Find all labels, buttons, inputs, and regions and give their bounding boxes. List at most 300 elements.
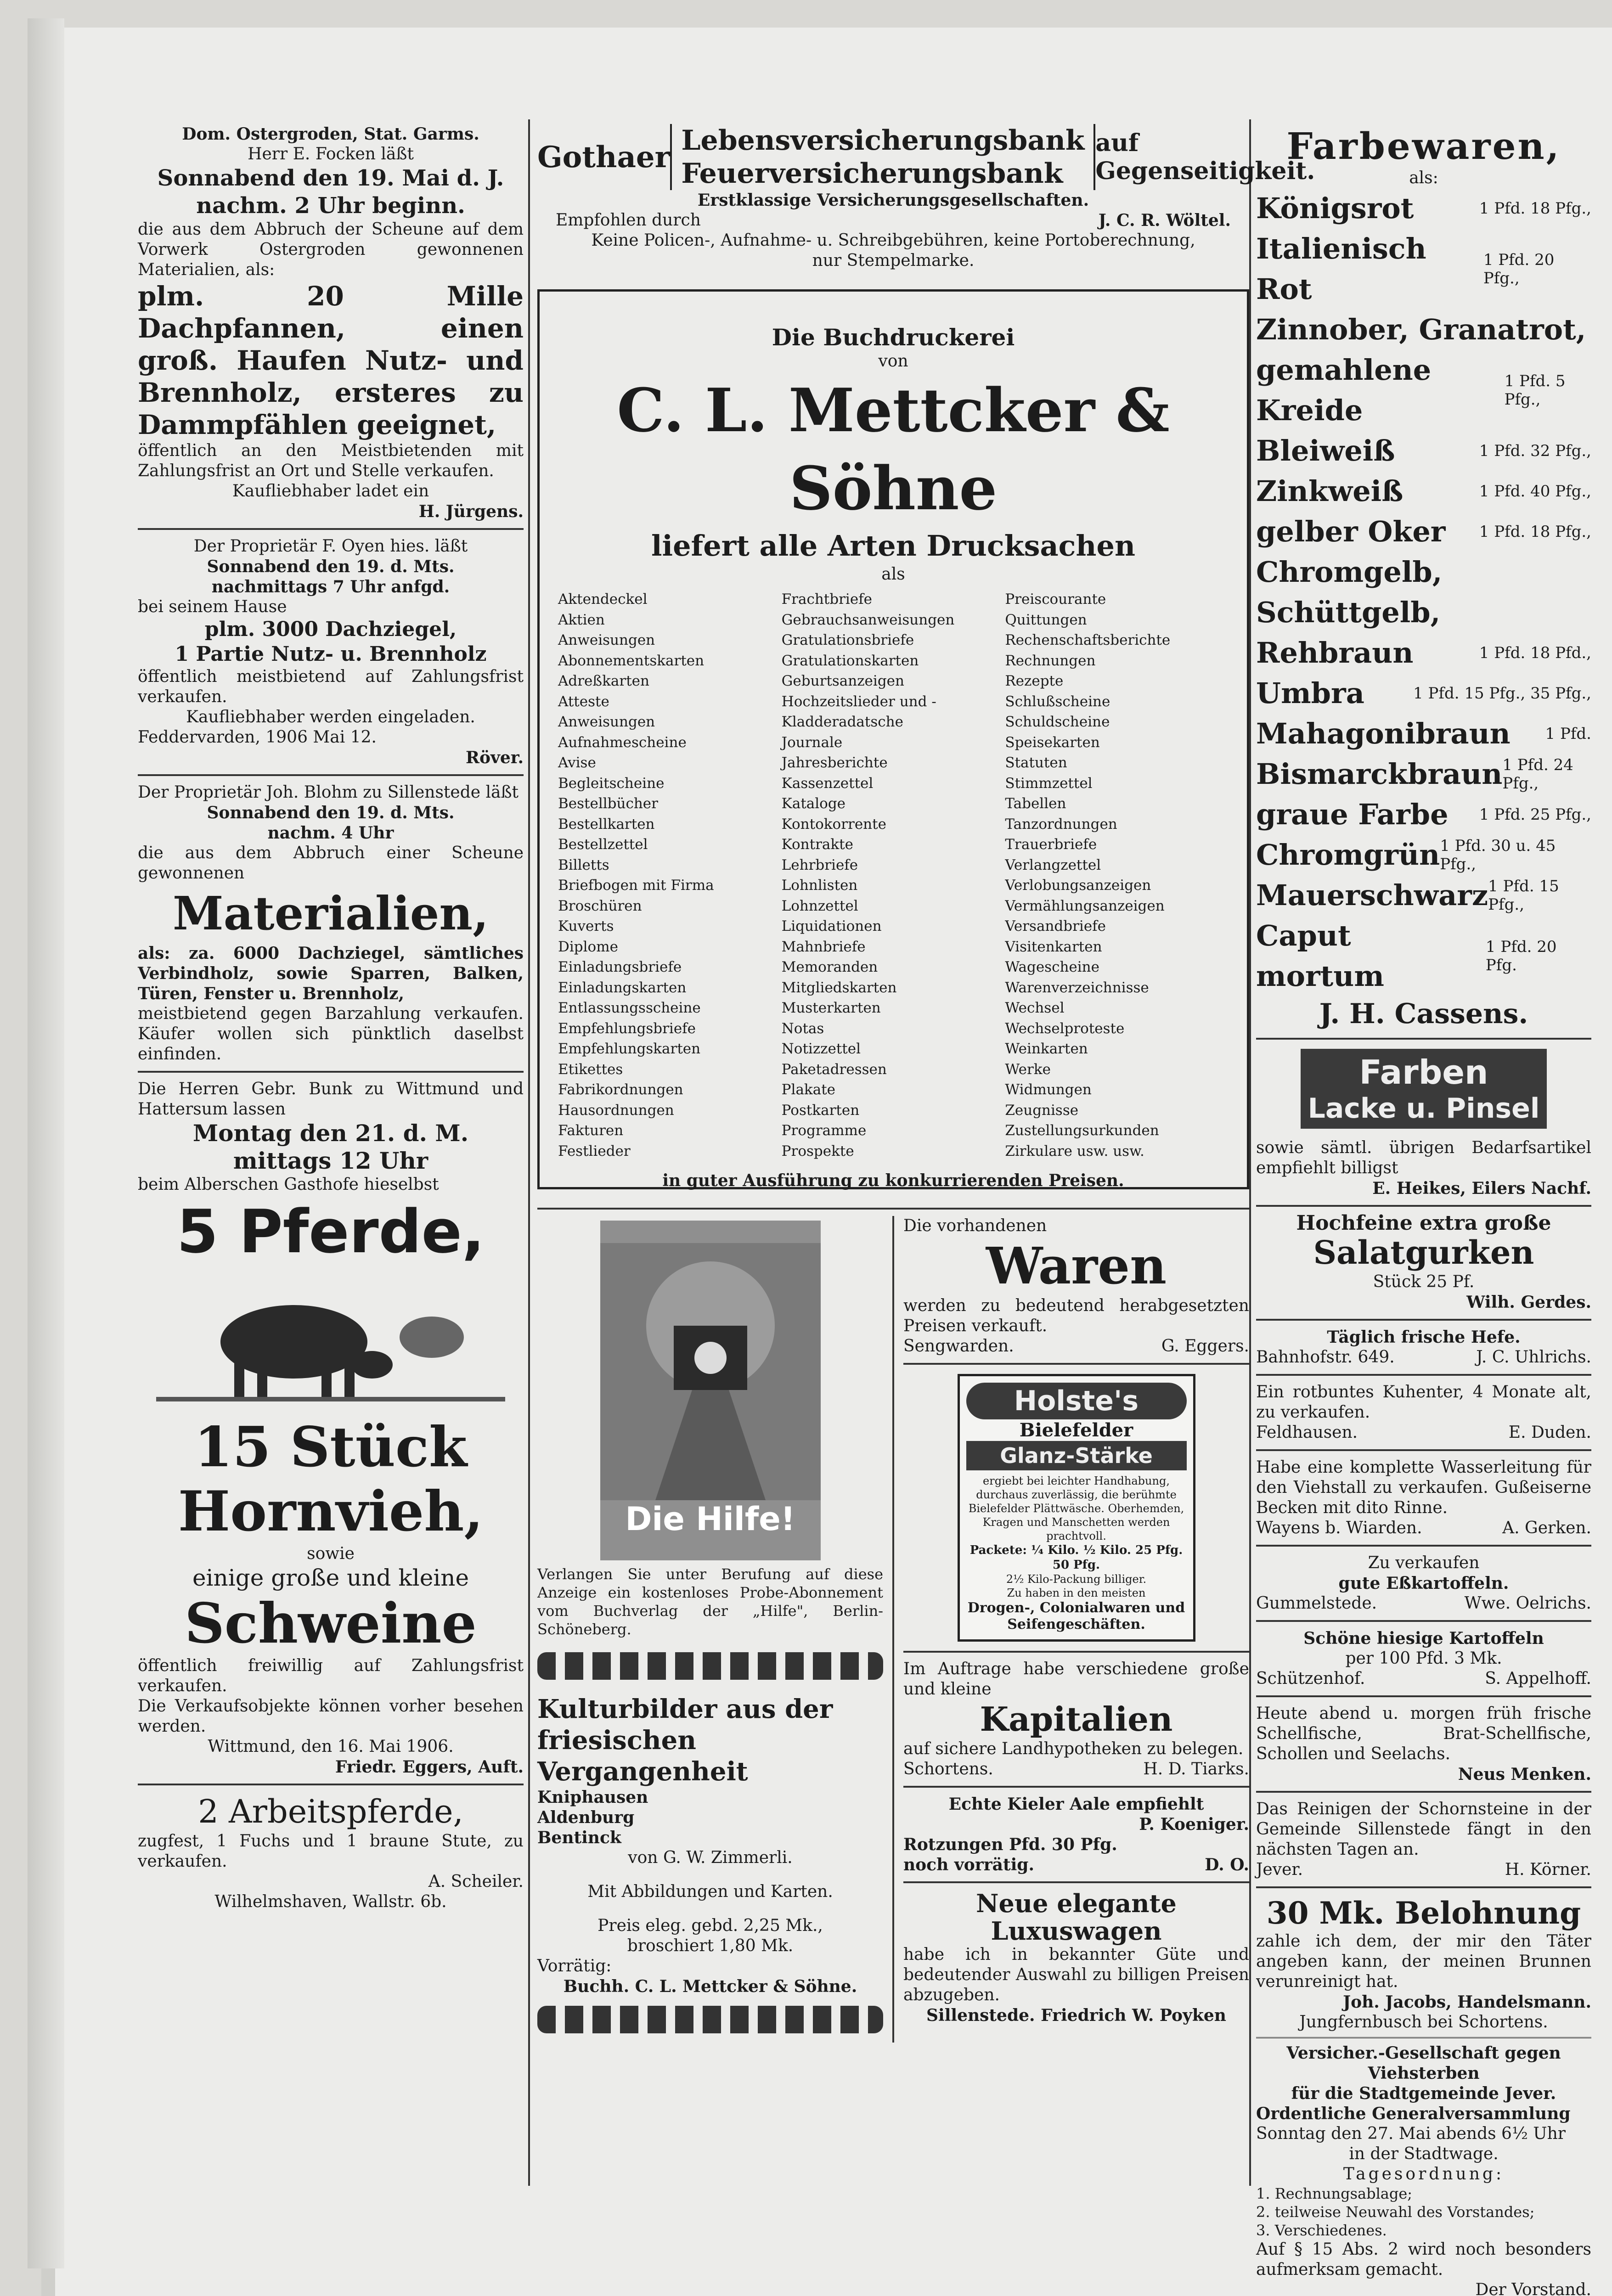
- product-list-item: Aktien: [558, 611, 605, 628]
- product-list-item: Rezepte: [1005, 673, 1064, 689]
- ad-signature: E. Duden.: [1508, 1423, 1591, 1442]
- divider: [537, 1208, 1249, 1210]
- divider: [1256, 1038, 1591, 1040]
- ad-signature: Neus Menken.: [1458, 1765, 1591, 1784]
- color-price-row: [1256, 714, 1591, 754]
- ad-subcolumn: [903, 1216, 1249, 2043]
- ad-place: Bahnhofstr. 649.: [1256, 1348, 1395, 1367]
- ad-signature: Buchh. C. L. Mettcker & Söhne.: [563, 1977, 857, 1996]
- ad-heading: Farben: [1359, 1053, 1488, 1092]
- ad-text: Die Herren Gebr. Bunk zu Wittmund und Hattersum lassen: [138, 1080, 524, 1119]
- ad-signature: J. C. Uhlrichs.: [1476, 1348, 1591, 1367]
- ad-signature: H. Jürgens.: [418, 502, 524, 521]
- ad-signature: Wwe. Oelrichs.: [1464, 1594, 1591, 1613]
- product-list-item: Trauerbriefe: [1005, 836, 1097, 853]
- product-list-item: Programme: [781, 1122, 867, 1139]
- ad-text: einige große und kleine: [192, 1564, 469, 1591]
- ad-place: Schützenhof.: [1256, 1669, 1365, 1688]
- product-list-item: Verlangzettel: [1005, 856, 1101, 873]
- ad-heading: Glanz-Stärke: [966, 1441, 1187, 1470]
- product-list-item: Avise: [558, 754, 596, 771]
- ad-date: Sonnabend den 19. d. Mts.: [207, 557, 455, 576]
- ad-signature: P. Koeniger.: [1139, 1815, 1249, 1834]
- ad-text: Drogen-, Colonialwaren und Seifengeschäften.: [967, 1600, 1185, 1632]
- ad-text: broschiert 1,80 Mk.: [627, 1936, 794, 1955]
- ad-text: 2. teilweise Neuwahl des Vorstandes;: [1256, 2203, 1535, 2221]
- ad-text: Kaufliebhaber ladet ein: [232, 482, 429, 501]
- ad-place: Wayens b. Wiarden.: [1256, 1519, 1422, 1537]
- product-list-item: Lehrbriefe: [781, 856, 858, 873]
- ad-signature: S. Appelhoff.: [1485, 1669, 1591, 1688]
- color-name: graue Farbe: [1256, 798, 1449, 831]
- ad-text: Packete: ¼ Kilo. ½ Kilo. 25 Pfg. 50 Pfg.: [969, 1543, 1183, 1572]
- color-price-row: [1256, 673, 1591, 714]
- ornament-border: [537, 2006, 883, 2033]
- ad-heading: auf Gegenseitigkeit.: [1095, 129, 1315, 185]
- color-name: Zinnober, Granatrot,: [1256, 313, 1586, 346]
- color-name: Chromgelb, Schüttgelb,: [1256, 555, 1443, 629]
- ad-place: Sengwarden.: [903, 1337, 1014, 1356]
- ad-text: Kaufliebhaber werden eingeladen.: [186, 708, 475, 726]
- color-name: Mauerschwarz: [1256, 878, 1488, 912]
- product-list-item: Tanzordnungen: [1005, 816, 1117, 833]
- ad-text: Ein rotbuntes Kuhenter, 4 Monate alt, zu verkaufen.: [1256, 1383, 1591, 1422]
- ad-text: zugfest, 1 Fuchs und 1 braune Stute, zu verkaufen.: [138, 1832, 524, 1871]
- ad-text: von G. W. Zimmerli.: [628, 1848, 793, 1867]
- product-list-item: Frachtbriefe: [781, 591, 873, 608]
- ornament-border: [537, 1652, 883, 1680]
- ad-text: Zu verkaufen: [1368, 1553, 1480, 1572]
- product-list-item: Zustellungsurkunden: [1005, 1122, 1159, 1139]
- ad-time: mittags 12 Uhr: [233, 1147, 428, 1174]
- product-list-item: Versandbriefe: [1005, 918, 1106, 934]
- ad-text: Preis eleg. gebd. 2,25 Mk.,: [597, 1916, 823, 1935]
- ad-signature: E. Heikes, Eilers Nachf.: [1372, 1179, 1591, 1198]
- product-list-item: Speisekarten: [1005, 734, 1100, 751]
- ad-big-text: 2 Arbeitspferde,: [198, 1793, 463, 1830]
- ad-text: Habe eine komplette Wasserleitung für den Viehstall zu verkaufen. Gußeiserne Becken mit dito Rinne.: [1256, 1458, 1591, 1517]
- color-price-row: [1256, 471, 1591, 512]
- ad-big-text: 30 Mk. Belohnung: [1266, 1895, 1581, 1931]
- color-price: 1 Pfd. 40 Pfg.,: [1479, 482, 1591, 501]
- ad-heading: Neue elegante Luxuswagen: [976, 1889, 1177, 1946]
- ad-signature: D. O.: [1205, 1855, 1249, 1874]
- ad-text: werden zu bedeutend herabgesetzten Preisen verkauft.: [903, 1296, 1249, 1335]
- ad-text: Die Verkaufsobjekte können vorher besehen werden.: [138, 1697, 524, 1736]
- product-list-item: Schlußscheine: [1005, 693, 1110, 710]
- ad-text: bei seinem Hause: [138, 597, 287, 616]
- color-price-row: [1256, 431, 1591, 471]
- ad-text: als:: [1409, 169, 1438, 187]
- color-name: Bismarckbraun: [1256, 757, 1503, 791]
- color-price-row: [1256, 188, 1591, 229]
- divider: [1256, 1545, 1591, 1547]
- divider: [903, 1363, 1249, 1365]
- ad-big-text: Kapitalien: [980, 1699, 1173, 1739]
- divider: [1256, 1620, 1591, 1622]
- color-name: Zinkweiß: [1256, 474, 1403, 508]
- divider: [903, 1651, 1249, 1653]
- product-list-item: Prospekte: [781, 1142, 854, 1159]
- column-rule: [528, 119, 530, 2186]
- ad-text: Der Proprietär F. Oyen hies. läßt: [193, 537, 468, 556]
- product-list-item: Wechselproteste: [1005, 1020, 1125, 1037]
- product-list-item: Anweisungen: [558, 714, 655, 730]
- ad-heading: Farbewaren,: [1286, 124, 1561, 168]
- ad-text: Bentinck: [537, 1828, 621, 1847]
- product-list-item: Fakturen: [558, 1122, 624, 1139]
- ad-text: zahle ich dem, der mir den Täter angeben kann, der meinen Brunnen verunreinigt hat.: [1256, 1932, 1591, 1991]
- ad-date: Sonnabend den 19. Mai d. J.: [157, 165, 504, 191]
- divider: [138, 1784, 524, 1785]
- color-price-row: [1256, 835, 1591, 875]
- color-price-row: [1256, 794, 1591, 835]
- product-list-item: Rechnungen: [1005, 652, 1096, 669]
- ad-text: Tagesordnung:: [1343, 2165, 1505, 2183]
- divider: [1256, 1695, 1591, 1697]
- ad-text: Empfohlen durch: [556, 211, 701, 230]
- product-list-item: Widmungen: [1005, 1081, 1092, 1098]
- color-price-row: [1256, 229, 1591, 310]
- ad-text: in der Stadtwage.: [1349, 2144, 1499, 2163]
- divider: [1256, 1791, 1591, 1793]
- ad-text: Sonntag den 27. Mai abends 6½ Uhr: [1256, 2124, 1566, 2143]
- ad-place: Wittmund, den 16. Mai 1906.: [208, 1737, 454, 1756]
- product-list-item: Gratulationsbriefe: [781, 632, 914, 648]
- product-list: [1005, 589, 1229, 1161]
- product-list-item: Etikettes: [558, 1061, 623, 1078]
- ad-text: Erstklassige Versicherungsgesellschaften.: [697, 191, 1089, 210]
- product-list: [782, 589, 1005, 1161]
- divider: [138, 774, 524, 776]
- ad-text: Die vorhandenen: [903, 1216, 1047, 1235]
- ad-text: habe ich in bekannter Güte und bedeutender Auswahl zu billigen Preisen abzugeben.: [903, 1945, 1249, 2004]
- product-list-item: Wagescheine: [1005, 959, 1099, 975]
- product-list-item: Visitenkarten: [1005, 938, 1102, 955]
- ad-signature: Friedr. Eggers, Auft.: [335, 1757, 524, 1777]
- ad-text: Kniphausen: [537, 1788, 648, 1807]
- ad-text: in guter Ausführung zu konkurrierenden Preisen.: [662, 1171, 1124, 1190]
- cattle-illustration: [156, 1273, 505, 1411]
- hilfe-title: Die Hilfe!: [625, 1500, 795, 1538]
- ad-text: beim Alberschen Gasthofe hieselbst: [138, 1175, 439, 1194]
- ad-heading: Bielefelder: [1019, 1419, 1133, 1441]
- product-list-item: Kataloge: [781, 795, 846, 812]
- ad-text: sowie: [307, 1544, 355, 1563]
- ad-text: von: [878, 352, 908, 371]
- color-price: 1 Pfd. 18 Pfd.,: [1479, 644, 1591, 662]
- ad-heading: gute Eßkartoffeln.: [1338, 1574, 1509, 1593]
- product-list-item: Billetts: [558, 856, 609, 873]
- product-list-item: Rechenschaftsberichte: [1005, 632, 1171, 648]
- ad-heading: Kulturbilder aus der: [537, 1694, 833, 1724]
- color-name: Italienisch Rot: [1256, 232, 1426, 306]
- ad-heading: für die Stadtgemeinde Jever.: [1291, 2084, 1556, 2103]
- column-right: [1256, 124, 1591, 2296]
- divider: [1256, 1374, 1591, 1376]
- ad-place: Jungfernbusch bei Schortens.: [1299, 2013, 1548, 2032]
- color-price: 1 Pfd. 5 Pfg.,: [1504, 372, 1566, 409]
- product-list-item: Statuten: [1005, 754, 1067, 771]
- ad-time: nachm. 2 Uhr beginn.: [196, 193, 465, 219]
- color-price-list: [1256, 188, 1591, 996]
- ad-place: Wilhelmshaven, Wallstr. 6b.: [214, 1892, 447, 1911]
- divider: [138, 528, 524, 530]
- ad-heading: liefert alle Arten Drucksachen: [651, 529, 1136, 563]
- product-list-item: Aktendeckel: [558, 591, 648, 608]
- product-list-item: Musterkarten: [781, 1000, 881, 1016]
- ad-big-text: Waren: [986, 1236, 1167, 1295]
- product-list-item: Bestellzettel: [558, 836, 648, 853]
- ad-heading: Feuerversicherungsbank: [681, 158, 1063, 190]
- product-list-item: Diplome: [558, 938, 618, 955]
- ad-heading: Lacke u. Pinsel: [1308, 1092, 1540, 1125]
- product-list-item: Warenverzeichnisse: [1005, 979, 1149, 996]
- product-list-item: Quittungen: [1005, 611, 1087, 628]
- product-list-item: Notizzettel: [781, 1041, 861, 1057]
- ad-text: 2½ Kilo-Packung billiger.: [1006, 1573, 1147, 1586]
- page-fold: [28, 18, 64, 2268]
- divider: [1256, 1205, 1591, 1207]
- product-list-item: Briefbogen mit Firma: [558, 877, 714, 894]
- ad-date: Sonnabend den 19. d. Mts.: [207, 803, 455, 822]
- ad-date: Montag den 21. d. M.: [192, 1120, 469, 1147]
- divider: [1256, 2037, 1591, 2038]
- color-name: gelber Oker: [1256, 515, 1446, 548]
- color-name: Chromgrün: [1256, 838, 1440, 872]
- ad-heading: Gothaer: [537, 140, 671, 174]
- ad-signature: J. C. R. Wöltel.: [1098, 211, 1231, 230]
- ad-big-text: C. L. Mettcker & Söhne: [617, 375, 1170, 523]
- ad-text: Auf § 15 Abs. 2 wird noch besonders aufmerksam gemacht.: [1256, 2240, 1591, 2279]
- column-left: [138, 124, 524, 1912]
- product-list-item: Liquidationen: [781, 918, 882, 934]
- product-list-item: Postkarten: [781, 1102, 860, 1119]
- product-list-item: Preiscourante: [1005, 591, 1106, 608]
- ad-signature: J. H. Cassens.: [1319, 998, 1528, 1030]
- ad-text: Im Auftrage habe verschiedene große und kleine: [903, 1660, 1249, 1699]
- ad-big-text: Salatgurken: [1313, 1233, 1534, 1272]
- color-price: 1 Pfd. 32 Pfg.,: [1479, 442, 1591, 460]
- product-list-item: Kuverts: [558, 918, 614, 934]
- ad-heading: Versicher.-Gesellschaft gegen Viehsterben: [1286, 2043, 1561, 2083]
- ad-heading: Schöne hiesige Kartoffeln: [1303, 1629, 1544, 1648]
- ad-place: Schortens.: [903, 1760, 993, 1778]
- ad-text: Der Proprietär Joh. Blohm zu Sillenstede läßt: [138, 783, 519, 802]
- ad-heading: Die Buchdruckerei: [772, 324, 1015, 351]
- ad-text: per 100 Pfd. 3 Mk.: [1345, 1649, 1502, 1668]
- ad-text: ergiebt bei leichter Handhabung, durchaus zuverlässig, die berühmte Bielefelder Plättwäsche. Oberhemden, Kragen und Manschetten werden prachtvoll.: [968, 1474, 1184, 1542]
- color-price: 1 Pfd.: [1545, 725, 1591, 743]
- product-list-item: Schuldscheine: [1005, 714, 1110, 730]
- color-price: 1 Pfd. 18 Pfg.,: [1479, 523, 1591, 541]
- product-list: [558, 589, 782, 1161]
- divider: [1256, 1886, 1591, 1888]
- ad-heading: Lebensversicherungsbank: [681, 124, 1085, 157]
- ad-text: Mit Abbildungen und Karten.: [587, 1882, 833, 1901]
- ad-place: Feldhausen.: [1256, 1423, 1358, 1442]
- ad-big-text: 15 Stück: [194, 1415, 468, 1480]
- color-price: 1 Pfd. 18 Pfg.,: [1479, 199, 1591, 218]
- ad-bold-text: 1 Partie Nutz- u. Brennholz: [175, 642, 487, 666]
- ad-text: sowie sämtl. übrigen Bedarfsartikel empfiehlt billigst: [1256, 1138, 1591, 1177]
- product-list-item: Begleitscheine: [558, 775, 665, 792]
- color-price-row: [1256, 754, 1591, 794]
- ad-signature: Der Vorstand.: [1475, 2280, 1591, 2296]
- color-price-row: [1256, 310, 1591, 350]
- ad-signature: Joh. Jacobs, Handelsmann.: [1343, 1992, 1591, 2012]
- ad-subcolumn: [537, 1216, 894, 2043]
- printing-ad: [537, 289, 1249, 1189]
- ad-text: Rotzungen Pfd. 30 Pfg.: [903, 1835, 1117, 1854]
- ad-text: Ordentliche Generalversammlung: [1256, 2104, 1571, 2123]
- ad-text: als: [881, 565, 905, 584]
- product-list-item: Entlassungsscheine: [558, 1000, 701, 1016]
- ad-text: 1. Rechnungsablage;: [1256, 2185, 1413, 2202]
- product-list-item: Lohnlisten: [781, 877, 858, 894]
- ad-text: öffentlich meistbietend auf Zahlungsfrist verkaufen.: [138, 667, 524, 706]
- product-list-item: Zeugnisse: [1005, 1102, 1079, 1119]
- ad-text: Zu haben in den meisten: [1007, 1587, 1146, 1599]
- color-name: Umbra: [1256, 676, 1364, 710]
- color-price-row: [1256, 916, 1591, 996]
- color-price: 1 Pfd. 20 Pfg.,: [1483, 251, 1555, 287]
- divider: [138, 1071, 524, 1073]
- color-price-row: [1256, 512, 1591, 552]
- product-list-item: Anweisungen: [558, 632, 655, 648]
- product-list-item: Gebrauchsanweisungen: [781, 611, 955, 628]
- ad-text: öffentlich freiwillig auf Zahlungsfrist verkaufen.: [138, 1656, 524, 1695]
- ad-time: nachmittags 7 Uhr anfgd.: [211, 577, 450, 597]
- product-list-item: Einladungskarten: [558, 979, 687, 996]
- ad-text: Stück 25 Pf.: [1373, 1272, 1475, 1291]
- product-list-item: Plakate: [781, 1081, 835, 1098]
- product-list-item: Atteste: [558, 693, 609, 710]
- product-list-item: Mahnbriefe: [781, 938, 866, 955]
- ad-text: Herr E. Focken läßt: [248, 145, 414, 163]
- product-list-item: Kontrakte: [781, 836, 853, 853]
- ad-heading: Hochfeine extra große: [1296, 1211, 1551, 1235]
- divider: [903, 1786, 1249, 1788]
- color-price-row: [1256, 350, 1591, 431]
- product-list-item: Notas: [781, 1020, 824, 1037]
- color-price: 1 Pfd. 25 Pfg.,: [1479, 805, 1591, 824]
- ad-signature: Wilh. Gerdes.: [1466, 1293, 1591, 1312]
- product-list-item: Journale: [781, 734, 843, 751]
- product-list-item: Aufnahmescheine: [558, 734, 687, 751]
- product-list-item: Einladungsbriefe: [558, 959, 682, 975]
- ad-time: nachm. 4 Uhr: [267, 823, 394, 843]
- product-list-item: Lohnzettel: [781, 897, 858, 914]
- ad-big-text: Schweine: [185, 1591, 477, 1656]
- ad-text: Verlangen Sie unter Berufung auf diese Anzeige ein kostenloses Probe-Abonnement vom Buchverlag der „Hilfe", Berlin-Schöneberg.: [537, 1565, 883, 1638]
- ad-text: Aldenburg: [537, 1808, 635, 1827]
- product-list-item: Vermählungsanzeigen: [1005, 897, 1165, 914]
- insurance-ad: [537, 124, 1315, 190]
- product-list-item: Geburtsanzeigen: [781, 673, 904, 689]
- color-price-row: [1256, 875, 1591, 916]
- product-list-item: Bestellbücher: [558, 795, 658, 812]
- color-name: Caput mortum: [1256, 919, 1384, 993]
- column-rule: [1249, 119, 1251, 2186]
- ad-big-text: Hornvieh,: [178, 1479, 484, 1544]
- product-list-item: Bestellkarten: [558, 816, 655, 833]
- product-list-item: Weinkarten: [1005, 1041, 1088, 1057]
- ad-signature: Röver.: [466, 748, 524, 767]
- product-list-item: Paketadressen: [781, 1061, 887, 1078]
- product-list-item: Festlieder: [558, 1142, 631, 1159]
- ad-signature: H. Körner.: [1505, 1860, 1591, 1879]
- ad-text: 3. Verschiedenes.: [1256, 2222, 1387, 2239]
- product-list-item: Empfehlungskarten: [558, 1041, 701, 1057]
- product-list-item: Empfehlungsbriefe: [558, 1020, 696, 1037]
- ad-text: öffentlich an den Meistbietenden mit Zahlungsfrist an Ort und Stelle verkaufen.: [138, 441, 524, 480]
- product-list-item: Jahresberichte: [781, 754, 888, 771]
- color-price: 1 Pfd. 15 Pfg.,: [1488, 877, 1559, 914]
- ad-text: auf sichere Landhypotheken zu belegen.: [903, 1739, 1244, 1758]
- product-list-item: Werke: [1005, 1061, 1051, 1078]
- divider: [1256, 1319, 1591, 1321]
- ad-text: Vorrätig:: [537, 1957, 612, 1975]
- ad-text: die aus dem Abbruch der Scheune auf dem Vorwerk Ostergroden gewonnenen Materialien, als:: [138, 220, 524, 279]
- color-name: gemahlene Kreide: [1256, 353, 1432, 427]
- product-list-item: Hausordnungen: [558, 1102, 674, 1119]
- ad-big-text: Materialien,: [173, 886, 489, 940]
- ad-signature: G. Eggers.: [1161, 1337, 1249, 1356]
- hilfe-illustration: [600, 1221, 821, 1560]
- product-list-item: Broschüren: [558, 897, 642, 914]
- ad-heading: Dom. Ostergroden, Stat. Garms.: [182, 124, 479, 144]
- color-price-row: [1256, 552, 1591, 633]
- ad-heading: Täglich frische Hefe.: [1327, 1328, 1521, 1347]
- product-list-item: Zirkulare usw. usw.: [1005, 1142, 1144, 1159]
- starch-ad: [958, 1374, 1195, 1642]
- product-list-item: Mitgliedskarten: [781, 979, 897, 996]
- color-name: Rehbraun: [1256, 636, 1414, 670]
- ad-text: Heute abend u. morgen früh frische Schellfische, Brat-Schellfische, Schollen und Seelachs.: [1256, 1704, 1591, 1763]
- product-list-item: Memoranden: [781, 959, 878, 975]
- color-price: 1 Pfd. 20 Pfg.: [1485, 938, 1557, 974]
- color-name: Bleiweiß: [1256, 434, 1395, 467]
- ad-bold-text: plm. 20 Mille Dachpfannen, einen groß. Haufen Nutz- und Brennholz, ersteres zu Dammpfählen geeignet,: [138, 281, 524, 440]
- ad-text: meistbietend gegen Barzahlung verkaufen. Käufer wollen sich pünktlich daselbst einfinden.: [138, 1004, 524, 1064]
- ad-heading: Holste's: [966, 1383, 1187, 1419]
- product-list-item: Abonnementskarten: [558, 652, 705, 669]
- ad-text: Keine Policen-, Aufnahme- u. Schreibgebühren, keine Portoberechnung,: [591, 231, 1195, 250]
- ad-signature: A. Scheiler.: [428, 1872, 524, 1891]
- ad-text: nur Stempelmarke.: [812, 251, 975, 270]
- product-list-item: Verlobungsanzeigen: [1005, 877, 1151, 894]
- locomotive-icon: [600, 1243, 821, 1500]
- product-list-item: Kontokorrente: [781, 816, 886, 833]
- ad-place: Jever.: [1256, 1860, 1303, 1879]
- product-list-item: Gratulationskarten: [781, 652, 919, 669]
- ad-place: Feddervarden, 1906 Mai 12.: [138, 728, 377, 747]
- ad-big-text: 5 Pferde,: [176, 1197, 485, 1266]
- ad-text: noch vorrätig.: [903, 1855, 1035, 1874]
- color-name: Mahagonibraun: [1256, 717, 1511, 750]
- ad-heading: Echte Kieler Aale empfiehlt: [948, 1795, 1204, 1814]
- ad-text: die aus dem Abbruch einer Scheune gewonnenen: [138, 844, 524, 883]
- ad-bold-text: plm. 3000 Dachziegel,: [204, 618, 457, 641]
- product-list-item: Fabrikordnungen: [558, 1081, 683, 1098]
- color-price-row: [1256, 633, 1591, 673]
- ad-signature: Sillenstede. Friedrich W. Poyken: [926, 2006, 1226, 2025]
- ad-heading: friesischen Vergangenheit: [537, 1725, 748, 1787]
- ad-signature: A. Gerken.: [1502, 1519, 1591, 1537]
- color-price: 1 Pfd. 15 Pfg., 35 Pfg.,: [1413, 684, 1591, 703]
- color-price: 1 Pfd. 24 Pfg.,: [1502, 756, 1573, 793]
